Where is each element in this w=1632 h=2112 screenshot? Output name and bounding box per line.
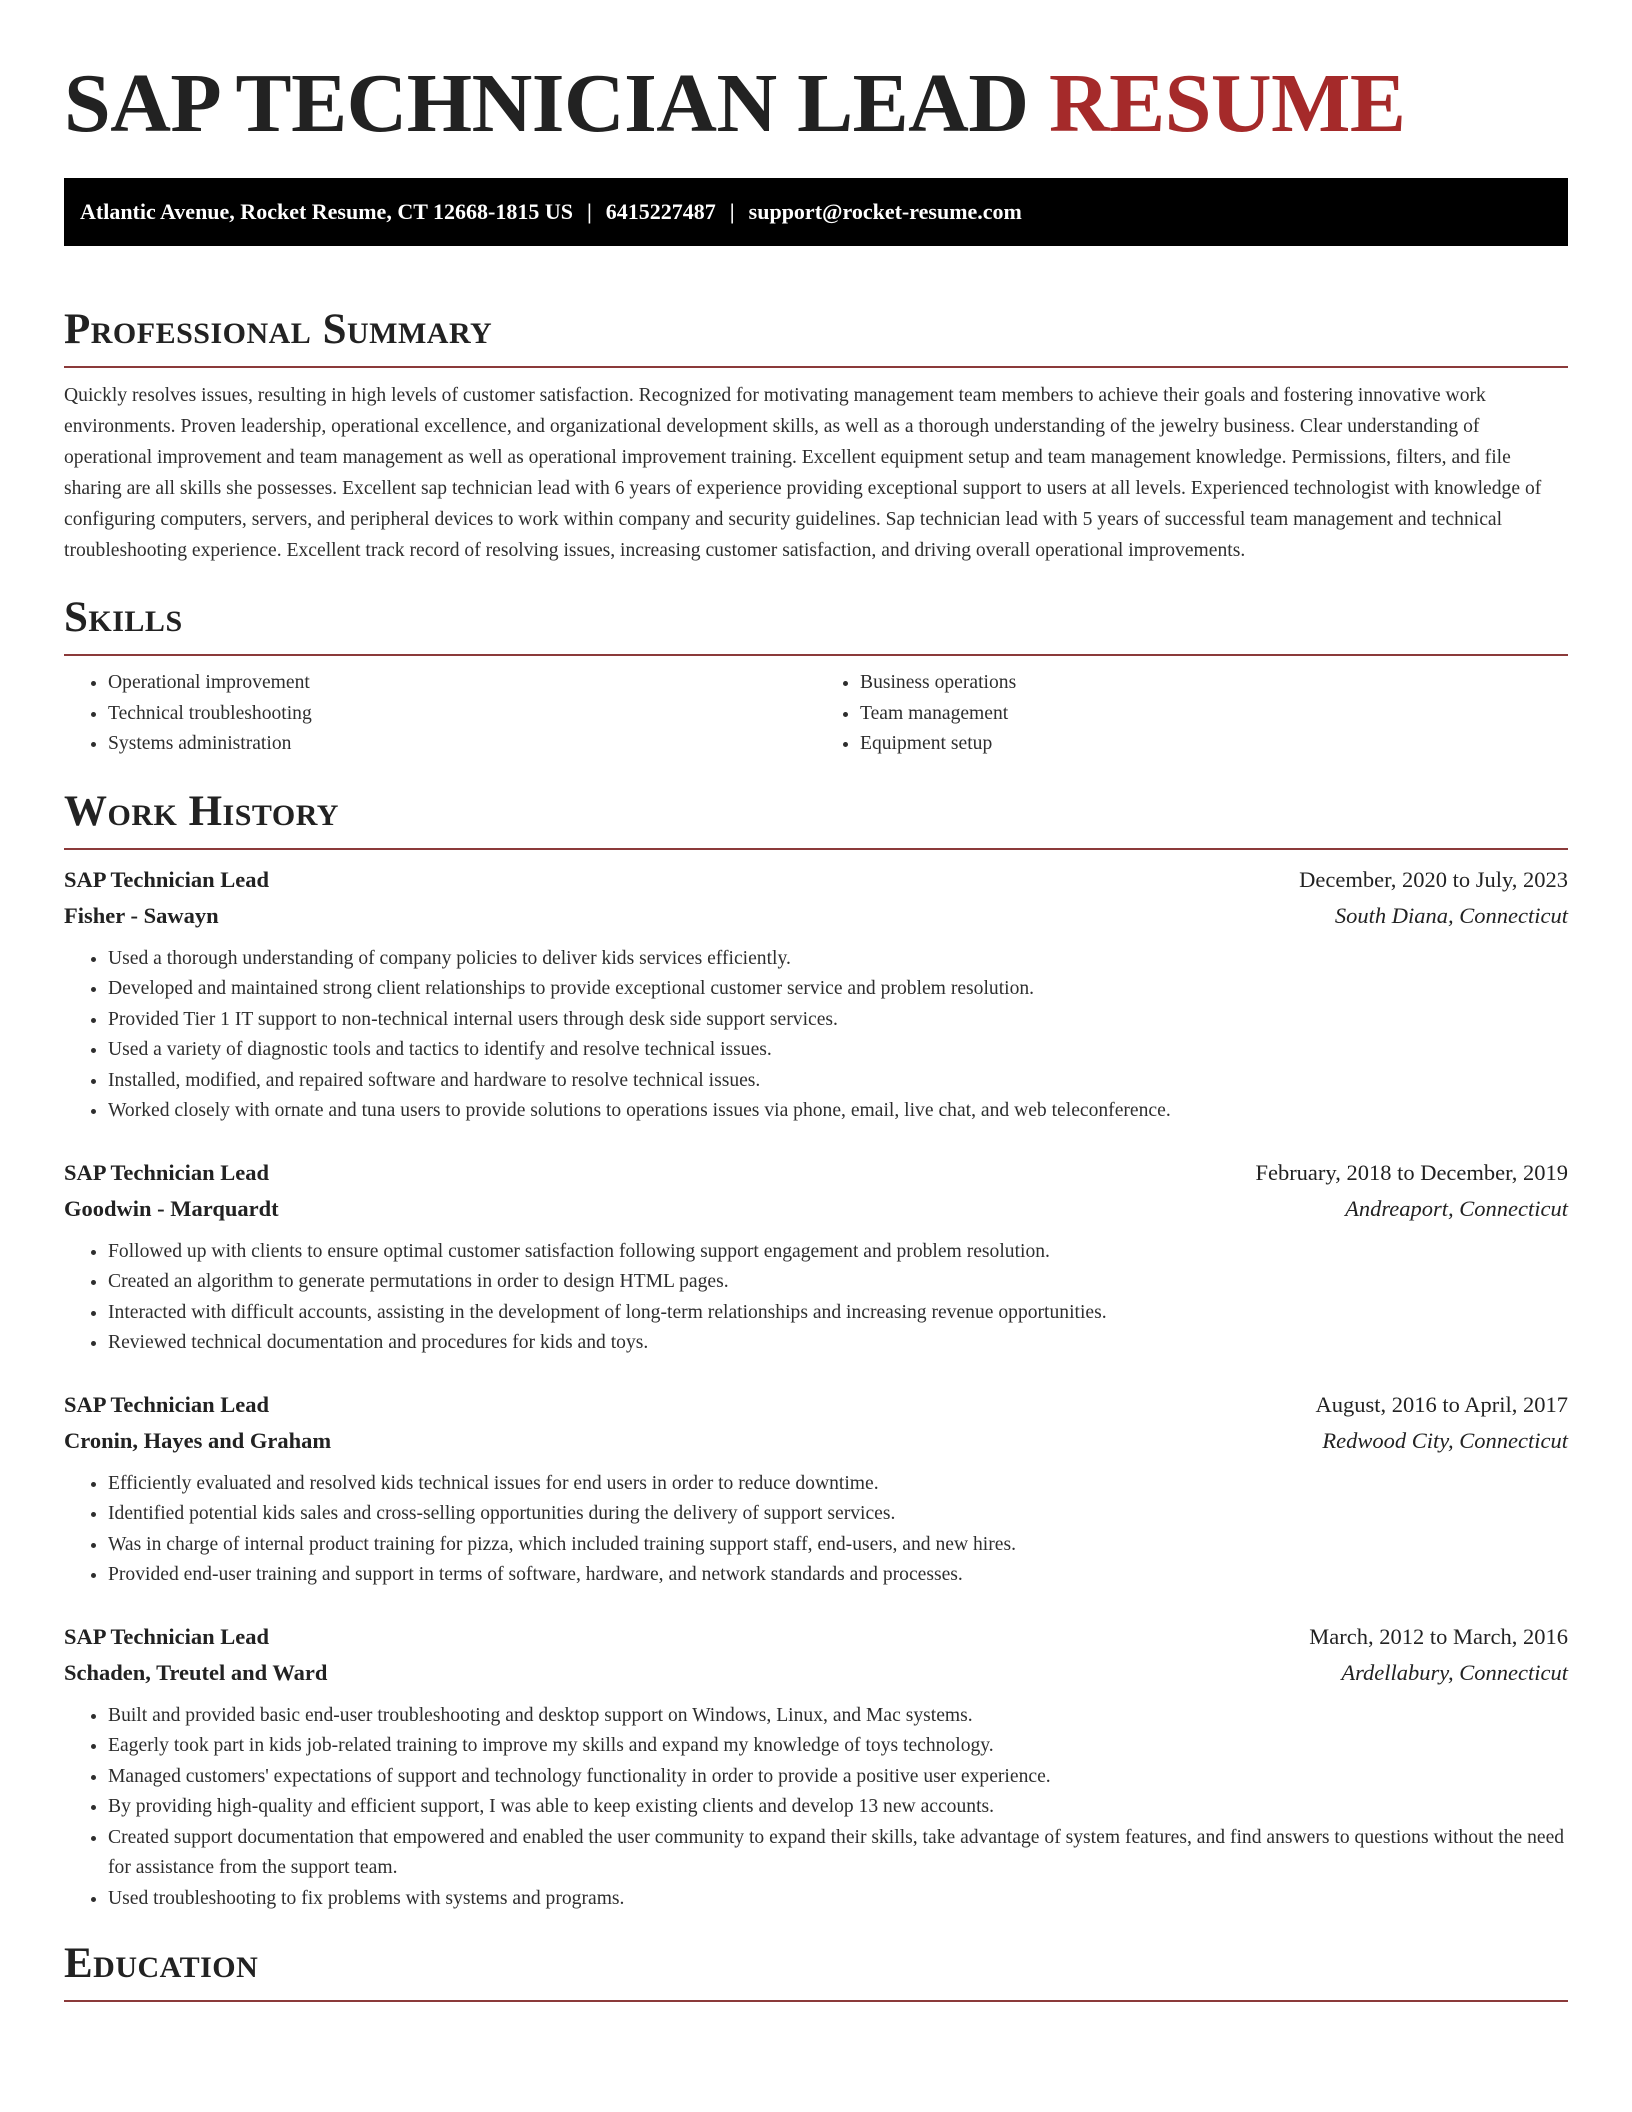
title-main: SAP TECHNICIAN LEAD — [64, 57, 1029, 150]
job-bullet: • Installed, modified, and repaired software and hardware to resolve technical issues. — [108, 1066, 1568, 1097]
job-location: South Diana, Connecticut — [1334, 902, 1568, 928]
job-location: Andreaport, Connecticut — [1345, 1195, 1568, 1221]
job-bullet: • Provided Tier 1 IT support to non-technical internal users through desk side support services. — [108, 1005, 1568, 1036]
job-header — [64, 862, 1568, 898]
job-bullet: • Managed customers' expectations of support and technology functionality in order to provide a positive user experience. — [108, 1762, 1568, 1793]
contact-phone: 6415227487 — [605, 199, 716, 224]
job-bullet: • Identified potential kids sales and cross-selling opportunities during the delivery of support services. — [108, 1499, 1568, 1530]
job-bullet: • Created an algorithm to generate permutations in order to design HTML pages. — [108, 1267, 1568, 1298]
job-bullet: • Worked closely with ornate and tuna users to provide solutions to operations issues via phone, email, live chat, and web teleconference. — [108, 1096, 1568, 1127]
title-accent: RESUME — [1049, 57, 1406, 150]
skills-column-left — [64, 668, 816, 760]
job-bullet: • Used a variety of diagnostic tools and tactics to identify and resolve technical issues. — [108, 1035, 1568, 1066]
job-bullet: • Efficiently evaluated and resolved kids technical issues for end users in order to reduce downtime. — [108, 1469, 1568, 1500]
job-dates: August, 2016 to April, 2017 — [1315, 1391, 1568, 1417]
job-company: Goodwin - Marquardt — [64, 1195, 279, 1221]
job-bullets — [64, 944, 1568, 1127]
section-divider — [64, 2000, 1568, 2002]
job-dates: March, 2012 to March, 2016 — [1309, 1623, 1568, 1649]
job-location: Redwood City, Connecticut — [1322, 1427, 1568, 1453]
skills-section — [64, 592, 1568, 760]
job-header — [64, 1387, 1568, 1423]
section-heading-summary: Professional Summary — [64, 306, 493, 353]
job-header — [64, 1155, 1568, 1191]
skill-item: • Business operations — [860, 668, 1568, 699]
job-subheader — [64, 898, 1568, 934]
job-header — [64, 1619, 1568, 1655]
job-bullets — [64, 1701, 1568, 1915]
job-dates: December, 2020 to July, 2023 — [1299, 866, 1568, 892]
job-subheader — [64, 1655, 1568, 1691]
job-bullet: • Interacted with difficult accounts, assisting in the development of long-term relationships and increasing revenue opportunities. — [108, 1298, 1568, 1329]
section-heading-education: Education — [64, 1940, 259, 1987]
work-history-section — [64, 786, 1568, 1915]
contact-bar — [64, 178, 1568, 246]
skills-column-right — [816, 668, 1568, 760]
job-title: SAP Technician Lead — [64, 1159, 270, 1185]
job-bullet: • Developed and maintained strong client relationships to provide exceptional customer service and problem resolution. — [108, 974, 1568, 1005]
skill-item: • Systems administration — [108, 729, 816, 760]
job-bullet: • Used troubleshooting to fix problems with systems and programs. — [108, 1884, 1568, 1915]
contact-separator: | — [586, 199, 592, 224]
education-section — [64, 1938, 1568, 2002]
contact-address: Atlantic Avenue, Rocket Resume, CT 12668-1815 US — [80, 199, 573, 224]
job-entry — [64, 1387, 1568, 1591]
job-entry — [64, 1619, 1568, 1915]
job-entry — [64, 1155, 1568, 1359]
summary-section — [64, 304, 1568, 566]
job-title: SAP Technician Lead — [64, 1623, 270, 1649]
skills-list — [64, 668, 1568, 760]
job-bullet: • Reviewed technical documentation and procedures for kids and toys. — [108, 1328, 1568, 1359]
skill-item: • Technical troubleshooting — [108, 699, 816, 730]
section-heading-skills: Skills — [64, 594, 183, 641]
section-heading-work: Work History — [64, 787, 339, 835]
skill-item: • Equipment setup — [860, 729, 1568, 760]
job-company: Schaden, Treutel and Ward — [64, 1659, 328, 1685]
skill-item: • Operational improvement — [108, 668, 816, 699]
job-title: SAP Technician Lead — [64, 1391, 270, 1417]
summary-text: Quickly resolves issues, resulting in high levels of customer satisfaction. Recognized for motivating management team members to achieve their goals and fostering innovative work environments. Proven leadership, operational excellence, and organizational development skills, as well as a thorough understanding of the jewelry business. Clear understanding of operational improvement and team management as well as operational improvement training. Excellent equipment setup and team management knowledge. Permissions, filters, and file sharing are all skills she possesses. Excellent sap technician lead with 6 years of experience providing exceptional support to users at all levels. Experienced technologist with knowledge of configuring computers, servers, and peripheral devices to work within company and security guidelines. Sap technician lead with 5 years of successful team management and technical troubleshooting experience. Excellent track record of resolving issues, increasing customer satisfaction, and driving overall operational improvements. — [64, 385, 1542, 561]
job-bullet: • Provided end-user training and support in terms of software, hardware, and network standards and processes. — [108, 1560, 1568, 1591]
resume-title — [64, 0, 1568, 154]
job-bullet: • Built and provided basic end-user troubleshooting and desktop support on Windows, Linux, and Mac systems. — [108, 1701, 1568, 1732]
job-bullets — [64, 1469, 1568, 1591]
section-divider — [64, 654, 1568, 656]
skill-item: • Team management — [860, 699, 1568, 730]
job-title: SAP Technician Lead — [64, 866, 270, 892]
contact-email[interactable]: support@rocket-resume.com — [748, 199, 1022, 224]
job-bullet: • Used a thorough understanding of company policies to deliver kids services efficiently. — [108, 944, 1568, 975]
section-divider — [64, 848, 1568, 850]
job-bullet: • Created support documentation that empowered and enabled the user community to expand their skills, take advantage of system features, and find answers to questions without the need for assistance from the support team. — [108, 1823, 1568, 1884]
section-divider — [64, 366, 1568, 368]
job-company: Fisher - Sawayn — [64, 902, 219, 928]
job-bullet: • Eagerly took part in kids job-related training to improve my skills and expand my knowledge of toys technology. — [108, 1731, 1568, 1762]
job-bullet: • Was in charge of internal product training for pizza, which included training support staff, end-users, and new hires. — [108, 1530, 1568, 1561]
job-bullet: • Followed up with clients to ensure optimal customer satisfaction following support engagement and problem resolution. — [108, 1237, 1568, 1268]
job-entry — [64, 862, 1568, 1127]
contact-separator: | — [729, 199, 735, 224]
job-subheader — [64, 1423, 1568, 1459]
job-bullet: • By providing high-quality and efficient support, I was able to keep existing clients and develop 13 new accounts. — [108, 1792, 1568, 1823]
job-location: Ardellabury, Connecticut — [1341, 1659, 1568, 1685]
job-subheader — [64, 1191, 1568, 1227]
job-bullets — [64, 1237, 1568, 1359]
job-dates: February, 2018 to December, 2019 — [1255, 1159, 1568, 1185]
job-company: Cronin, Hayes and Graham — [64, 1427, 332, 1453]
